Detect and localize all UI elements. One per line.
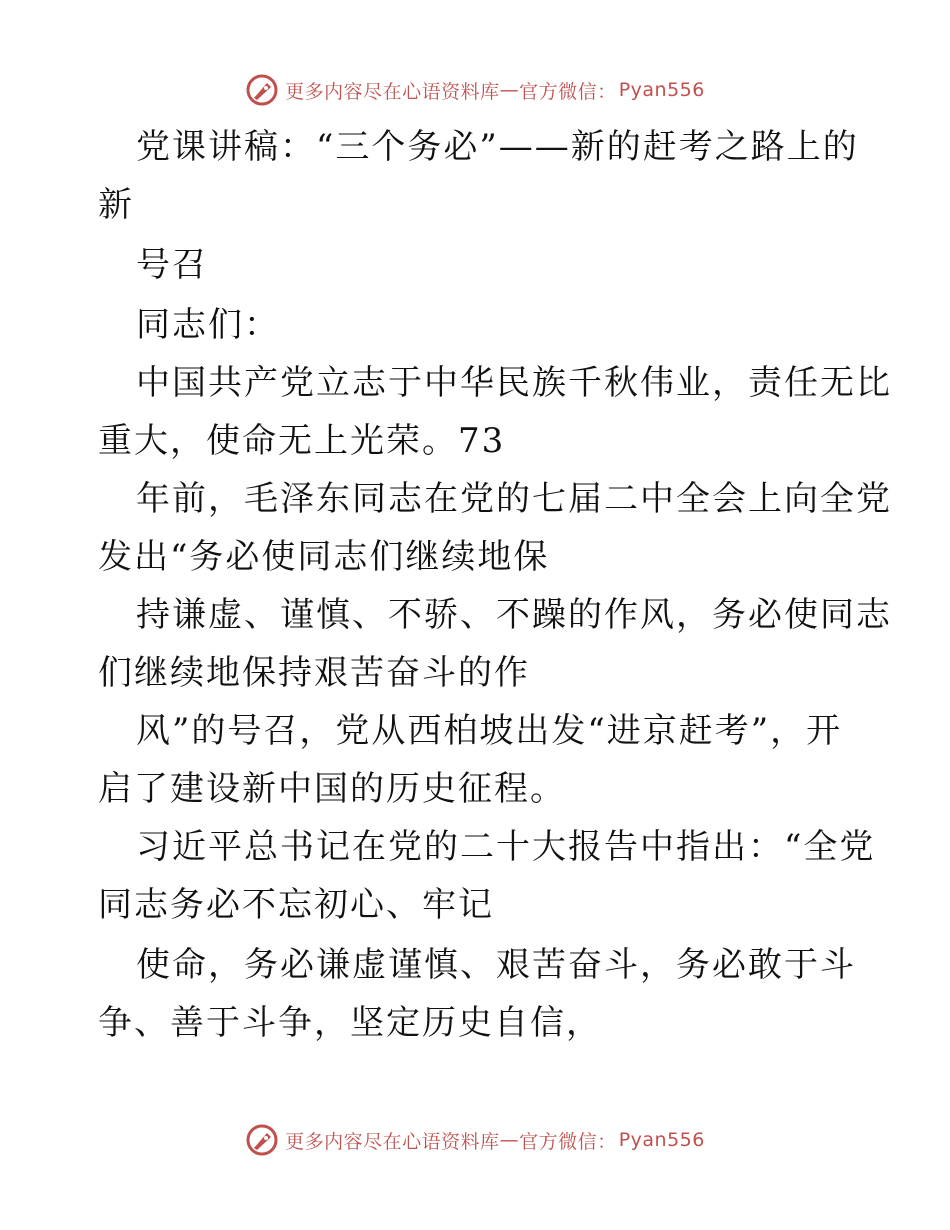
salutation: 同志们： [136, 305, 280, 345]
paragraph-line: 持谦虚、谨慎、不骄、不躁的作风，务必使同志 [136, 595, 892, 635]
watermark-wechat-label: 官方微信： [519, 80, 617, 103]
watermark-wechat-id: Pyan556 [618, 79, 705, 101]
pen-nib-logo-icon [245, 73, 279, 107]
paragraph-line: 中国共产党立志于中华民族千秋伟业，责任无比 [136, 363, 892, 403]
paragraph-line: 同志务必不忘初心、牢记 [98, 885, 494, 925]
watermark-dash: — [499, 79, 520, 101]
watermark-wechat-id: Pyan556 [618, 1129, 705, 1151]
document-title-line-3: 号召 [136, 245, 208, 285]
paragraph-line: 争、善于斗争，坚定历史自信， [98, 1003, 602, 1043]
document-title-line-2: 新 [98, 185, 134, 225]
watermark-main-text: 更多内容尽在心语资料库 [285, 80, 500, 103]
watermark-dash: — [499, 1129, 520, 1151]
watermark-wechat-label: 官方微信： [519, 1130, 617, 1153]
paragraph-line: 启了建设新中国的历史征程。 [98, 769, 566, 809]
paragraph-line: 使命，务必谦虚谨慎、艰苦奋斗，务必敢于斗 [136, 945, 856, 985]
watermark-main-text: 更多内容尽在心语资料库 [285, 1130, 500, 1153]
footer-watermark [0, 1120, 950, 1160]
paragraph-line: 风”的号召，党从西柏坡出发“进京赶考”，开 [136, 711, 843, 751]
header-watermark [0, 70, 950, 110]
paragraph-line: 们继续地保持艰苦奋斗的作 [98, 653, 530, 693]
pen-nib-logo-icon [245, 1123, 279, 1157]
document-title-line-1: 党课讲稿：“三个务必”——新的赶考之路上的 [136, 127, 859, 167]
paragraph-line: 习近平总书记在党的二十大报告中指出：“全党 [136, 827, 876, 867]
paragraph-line: 发出“务必使同志们继续地保 [98, 537, 550, 577]
paragraph-line: 重大，使命无上光荣。73 [98, 421, 506, 461]
paragraph-line: 年前，毛泽东同志在党的七届二中全会上向全党 [136, 479, 892, 519]
